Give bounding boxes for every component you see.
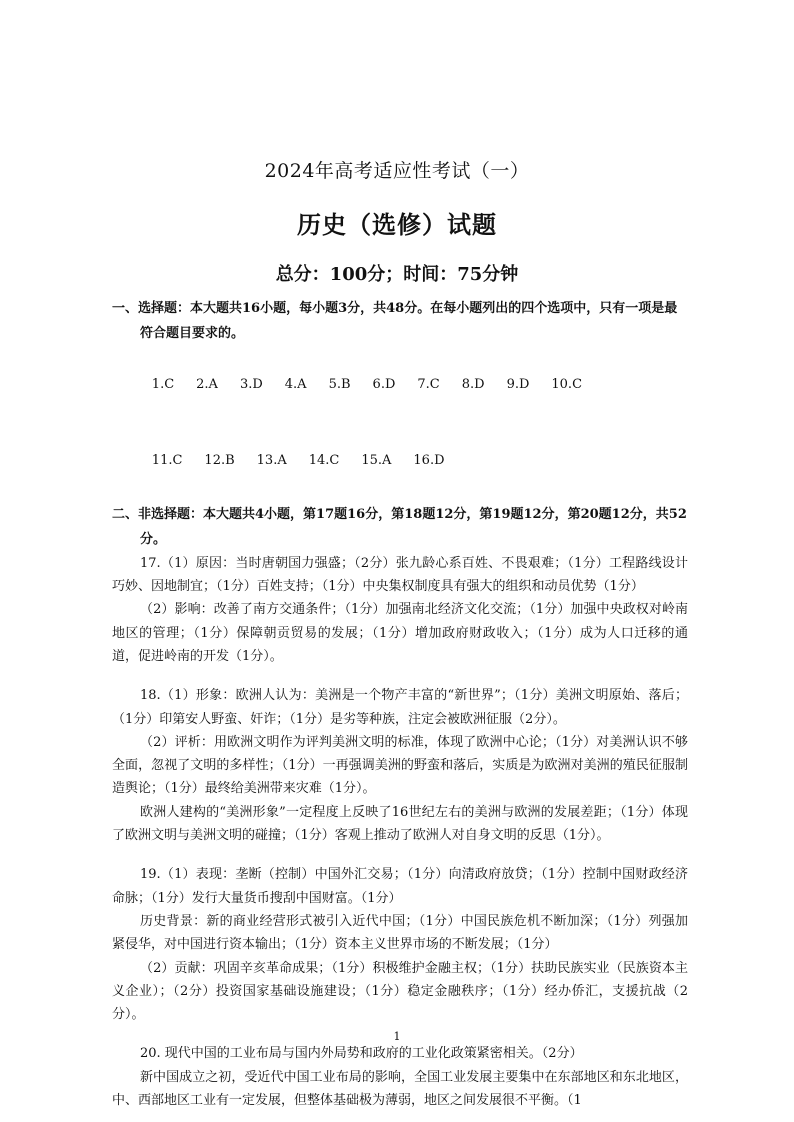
answer-item: 16.D: [413, 453, 445, 469]
answer-item: 3.D: [239, 377, 263, 393]
answer-item: 12.B: [204, 453, 235, 469]
score-time-line: 总分：100分；时间：75分钟: [275, 264, 519, 285]
exam-title: 2024年高考适应性考试（一）: [264, 160, 530, 182]
answer-item: 15.A: [361, 453, 392, 469]
answer-item: 14.C: [308, 453, 340, 469]
answer-item: 9.D: [506, 377, 530, 393]
section2-heading: 二、非选择题：本大题共4小题，第17题16分，第18题12分，第19题12分，第20题12分，共52分。: [112, 506, 687, 547]
answer-item: 4.A: [284, 377, 307, 393]
q17-part1: 17.（1）原因：当时唐朝国力强盛；（2分）张九龄心系百姓、不畏艰难；（1分）工程路线设计巧妙、因地制宜；（1分）百姓支持；（1分）中央集权制度具有强大的组织和动员优势（1分）: [112, 555, 688, 595]
answer-body: [112, 296, 688, 1112]
answer-item: 7.C: [417, 377, 440, 393]
answer-item: 1.C: [151, 377, 175, 393]
subject-title: 历史（选修）试题: [297, 210, 497, 239]
q18-part2: （2）评析：用欧洲文明作为评判美洲文明的标准，体现了欧洲中心论；（1分）对美洲认识不够全面，忽视了文明的多样性；（1分）一再强调美洲的野蛮和落后，实质是为欧洲对美洲的殖民征服制造舆论；（1分）最终给美洲带来灾难（1分）。: [112, 734, 688, 797]
answer-item: 10.C: [551, 377, 583, 393]
answer-item: 8.D: [461, 377, 485, 393]
page-number: 1: [393, 1030, 401, 1043]
answer-item: 11.C: [151, 453, 183, 469]
q19-part1: 19.（1）表现：垄断（控制）中国外汇交易；（1分）向清政府放贷；（1分）控制中国财政经济命脉；（1分）发行大量货币搜刮中国财富。（1分）: [112, 867, 688, 906]
q19-part2: （2）贡献：巩固辛亥革命成果；（1分）积极维护金融主权；（1分）扶助民族实业（民族资本主义企业）；（2分）投资国家基础设施建设；（1分）稳定金融秩序；（1分）经办侨汇，支援抗战（2分）。: [112, 960, 688, 1023]
answer-item: 13.A: [256, 453, 287, 469]
section1-heading: 一、选择题：本大题共16小题，每小题3分，共48分。在每小题列出的四个选项中，只有一项是最符合题目要求的。: [112, 301, 678, 341]
answers-row-1: [112, 350, 688, 420]
spacer: [112, 847, 688, 863]
answer-item: 5.B: [328, 377, 351, 393]
q18-part3: 欧洲人建构的“美洲形象”一定程度上反映了16世纪左右的美洲与欧洲的发展差距；（1分）体现了欧洲文明与美洲文明的碰撞；（1分）客观上推动了欧洲人对自身文明的反思（1分）。: [112, 804, 688, 844]
q20-part1: 新中国成立之初，受近代中国工业布局的影响，全国工业发展主要集中在东部地区和东北地区，中、西部地区工业有一定发展，但整体基础极为薄弱，地区之间发展很不平衡。（1: [112, 1069, 688, 1109]
q18-part1: 18.（1）形象：欧洲人认为：美洲是一个物产丰富的“新世界”；（1分）美洲文明原始、落后；（1分）印第安人野蛮、奸诈；（1分）是劣等种族，注定会被欧洲征服（2分）。: [112, 688, 688, 727]
q19-background: 历史背景：新的商业经营形式被引入近代中国；（1分）中国民族危机不断加深；（1分）列强加紧侵华，对中国进行资本输出；（1分）资本主义世界市场的不断发展；（1分）: [112, 913, 688, 953]
answer-item: 6.D: [372, 377, 396, 393]
q17-part2: （2）影响：改善了南方交通条件；（1分）加强南北经济文化交流；（1分）加强中央政权对岭南地区的管理；（1分）保障朝贡贸易的发展；（1分）增加政府财政收入；（1分）成为人口迁移的通道，促进岭南的开发（1分）。: [112, 602, 688, 664]
q20-intro: 20. 现代中国的工业布局与国内外局势和政府的工业化政策紧密相关。（2分）: [140, 1046, 583, 1062]
spacer: [112, 668, 688, 684]
answer-item: 2.A: [196, 377, 218, 393]
answers-row-2: [112, 426, 688, 496]
